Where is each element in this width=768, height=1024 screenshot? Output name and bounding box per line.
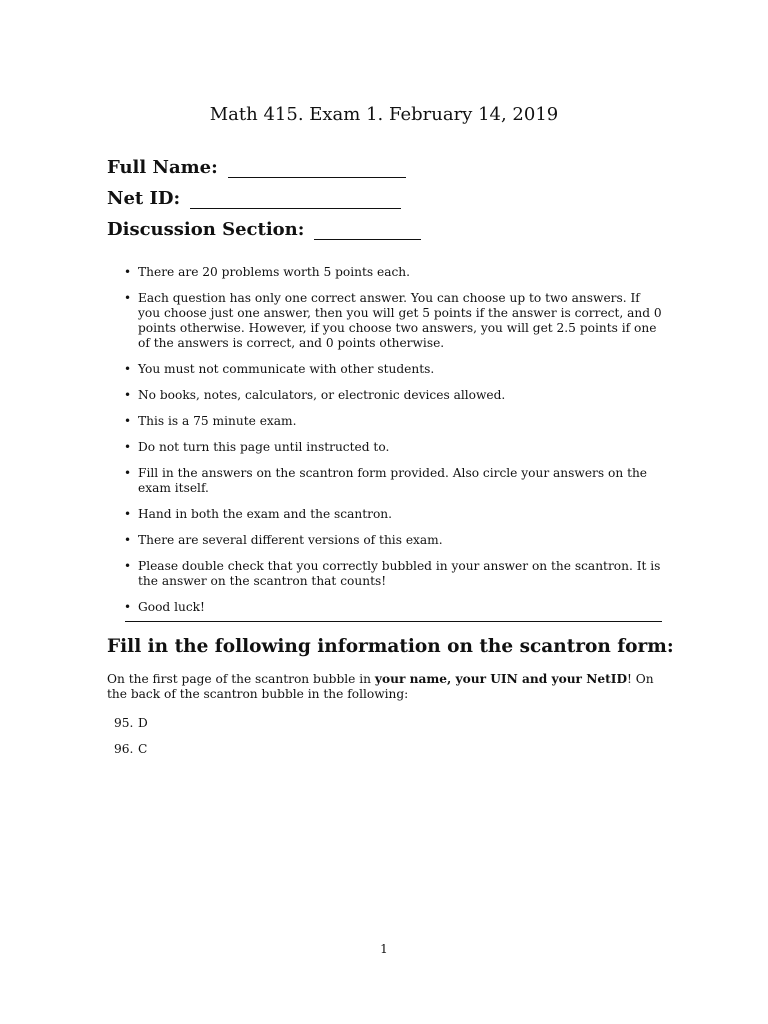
list-item: • No books, notes, calculators, or electronic devices allowed. [124, 388, 664, 403]
instructions-list [124, 265, 664, 626]
list-item: • There are several different versions of this exam. [124, 533, 664, 548]
discussion-section-blank-line [314, 221, 421, 240]
scantron-intro [107, 672, 667, 702]
list-item: • Please double check that you correctly bubbled in your answer on the scantron. It is the answer on the scantron that counts! [124, 559, 664, 589]
exam-title: Math 415. Exam 1. February 14, 2019 [209, 104, 559, 125]
list-item: • Each question has only one correct answer. You can choose up to two answers. If you choose just one answer, then you will get 5 points if the answer is correct, and 0 points otherwise. However, if you choose two answers, you will get 2.5 points if one of the answers is correct, and 0 points otherwise. [124, 291, 664, 351]
answer-value: C [138, 742, 148, 756]
full-name-label: Full Name: [107, 157, 218, 178]
full-name-field [107, 157, 406, 178]
answer-number: 95. [114, 716, 134, 730]
net-id-label: Net ID: [107, 188, 181, 209]
answer-value: D [138, 716, 148, 730]
list-item: • This is a 75 minute exam. [124, 414, 664, 429]
list-item: • Hand in both the exam and the scantron. [124, 507, 664, 522]
scantron-intro-text-end: ! On the back of the scantron bubble in the following: [107, 672, 654, 701]
scantron-intro-emphasis: your name, your UIN and your NetID [374, 672, 628, 686]
section-divider [125, 621, 662, 622]
full-name-blank-line [228, 159, 406, 178]
net-id-field [107, 188, 401, 209]
scantron-heading: Fill in the following information on the scantron form: [107, 636, 674, 657]
page-number: 1 [380, 942, 388, 956]
scantron-answers-list [114, 716, 148, 768]
net-id-blank-line [190, 190, 401, 209]
list-item: • You must not communicate with other students. [124, 362, 664, 377]
list-item: • Do not turn this page until instructed to. [124, 440, 664, 455]
list-item: • Good luck! [124, 600, 664, 615]
answer-item [114, 716, 148, 731]
list-item: • There are 20 problems worth 5 points each. [124, 265, 664, 280]
discussion-section-field [107, 219, 421, 240]
list-item: • Fill in the answers on the scantron form provided. Also circle your answers on the exam itself. [124, 466, 664, 496]
answer-item [114, 742, 148, 757]
answer-number: 96. [114, 742, 134, 756]
scantron-intro-text: On the first page of the scantron bubble in [107, 672, 375, 686]
discussion-section-label: Discussion Section: [107, 219, 305, 240]
